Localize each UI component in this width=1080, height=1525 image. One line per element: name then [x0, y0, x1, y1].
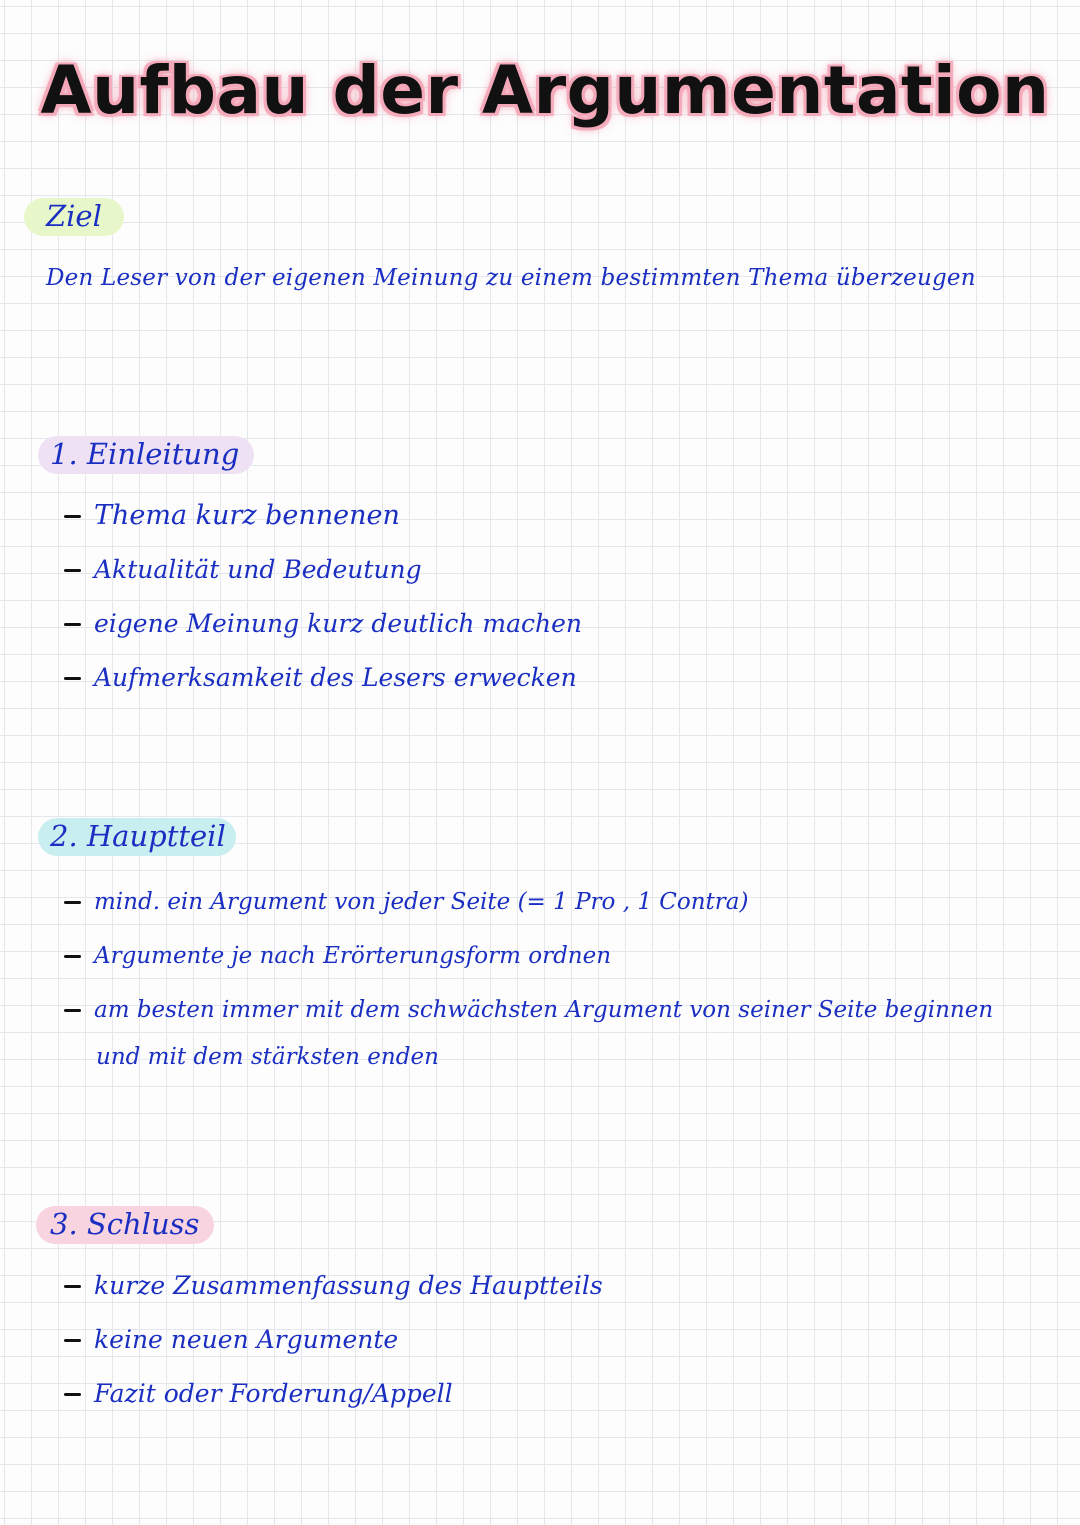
- list-item: Aktualität und Bedeutung: [64, 550, 582, 604]
- list-item: Argumente je nach Erörterungsform ordnen: [64, 936, 993, 990]
- list-item: mind. ein Argument von jeder Seite (= 1 Pro , 1 Contra): [64, 882, 993, 936]
- schluss-list: [64, 1266, 603, 1428]
- list-item: am besten immer mit dem schwächsten Argument von seiner Seite beginnen: [64, 990, 993, 1044]
- ziel-text: Den Leser von der eigenen Meinung zu einem bestimmten Thema überzeugen: [46, 265, 976, 291]
- list-item: Thema kurz bennenen: [64, 496, 582, 550]
- hauptteil-heading: 2. Hauptteil: [50, 819, 226, 853]
- einleitung-list: [64, 496, 582, 712]
- einleitung-heading: 1. Einleitung: [50, 437, 240, 471]
- hauptteil-list: [64, 882, 993, 1044]
- list-item: eigene Meinung kurz deutlich machen: [64, 604, 582, 658]
- ziel-heading: Ziel: [46, 199, 102, 233]
- schluss-heading: 3. Schluss: [50, 1207, 200, 1241]
- list-item: Aufmerksamkeit des Lesers erwecken: [64, 658, 582, 712]
- list-item: keine neuen Argumente: [64, 1320, 603, 1374]
- hauptteil-continuation: und mit dem stärksten enden: [96, 1044, 439, 1070]
- page-title: Aufbau der Argumentation: [40, 52, 1050, 129]
- list-item: Fazit oder Forderung/Appell: [64, 1374, 603, 1428]
- list-item: kurze Zusammenfassung des Hauptteils: [64, 1266, 603, 1320]
